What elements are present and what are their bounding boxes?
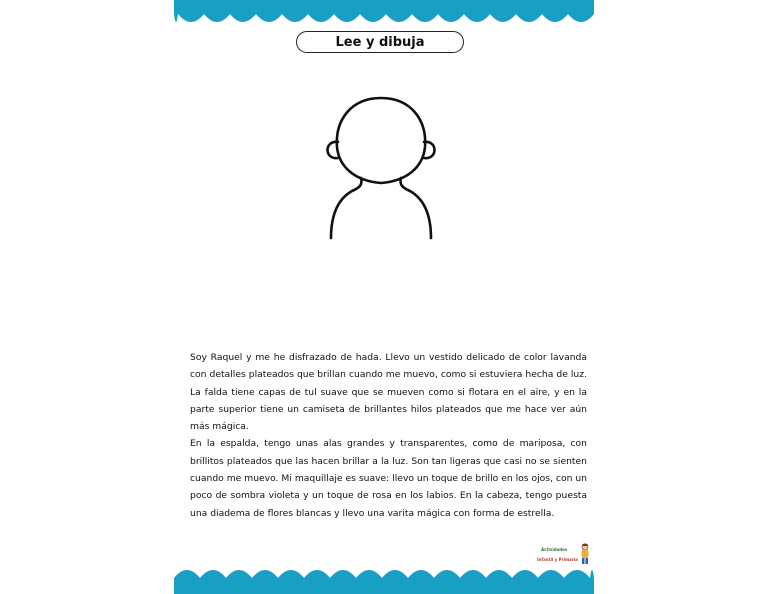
logo-line-2: Infantil y Primaria: [537, 557, 578, 562]
right-shoulder: [400, 178, 431, 238]
head-outline: [337, 98, 425, 183]
worksheet-page: [174, 0, 594, 594]
head-silhouette-outline: [321, 95, 439, 243]
logo-line-1: Actividades: [541, 547, 568, 552]
top-wave-border: [174, 0, 594, 26]
paragraph-1: Soy Raquel y me he disfrazado de hada. Llevo un vestido delicado de color lavanda con detalles plateados que brillan cuando me muevo, como si estuviera hecha de luz. La falda tiene capas de tul suave que se mueven como si flotara en el aire, y en la parte superior tiene un camiseta de brillantes hilos plateados que me hace ver aún más mágica.: [190, 352, 587, 433]
left-shoulder: [331, 178, 362, 238]
reading-text: [190, 349, 587, 522]
child-figure-icon: [579, 543, 591, 565]
bottom-wave-border: [174, 564, 594, 594]
paragraph-2: En la espalda, tengo unas alas grandes y transparentes, como de mariposa, con brillitos plateados que las hacen brillar a la luz. Son tan ligeras que casi no se sienten cuando me muevo. Mi maquillaje es suave: llevo un toque de brillo en los ojos, con un poco de sombra violeta y un toque de rosa en los labios. En la cabeza, tengo puesta una diadema de flores blancas y llevo una varita mágica con forma de estrella.: [190, 438, 587, 519]
page-title: Lee y dibuja: [335, 34, 425, 50]
title-banner: [296, 31, 464, 53]
